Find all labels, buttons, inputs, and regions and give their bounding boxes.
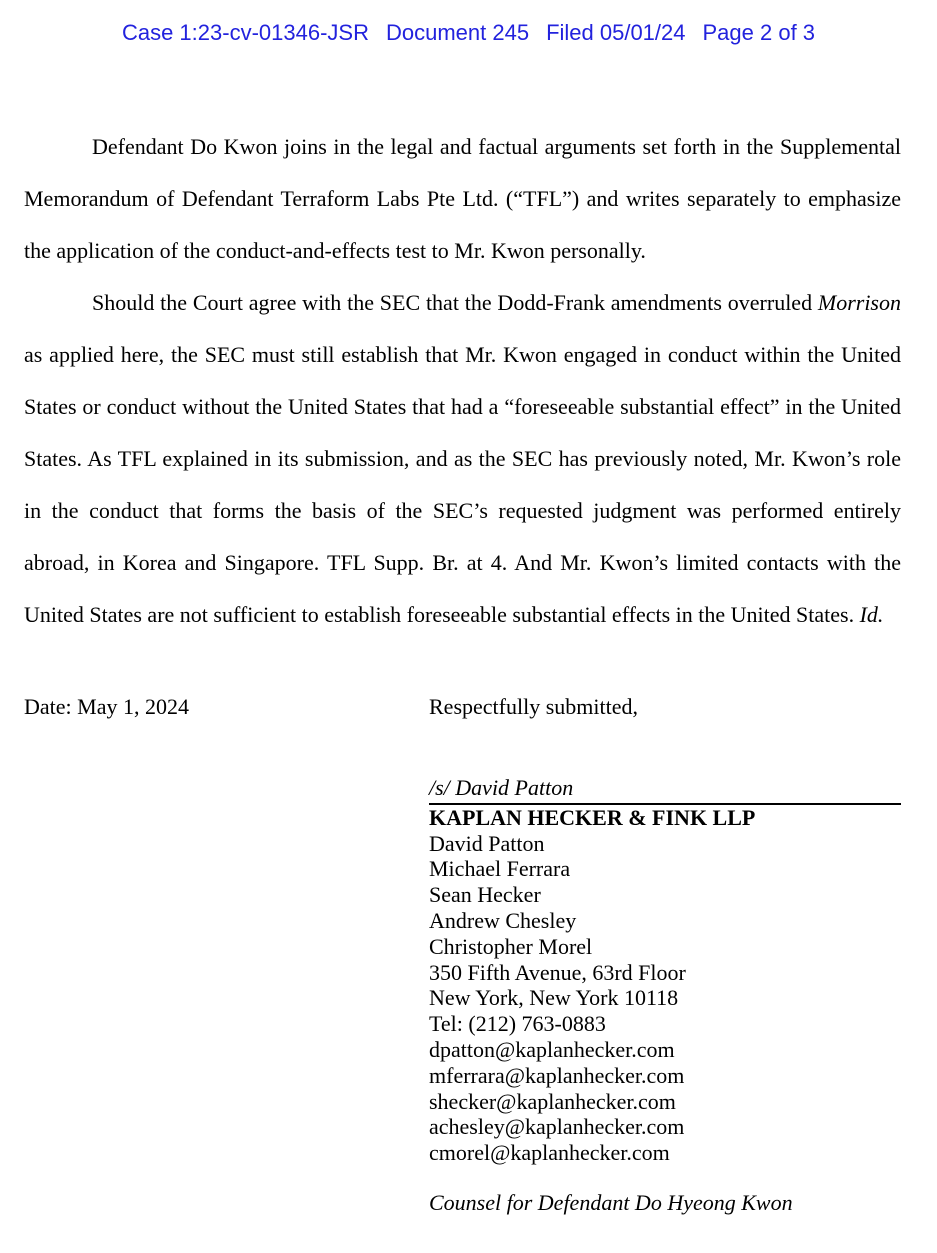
address-line: New York, New York 10118 bbox=[429, 985, 679, 1011]
salutation: Respectfully submitted, bbox=[429, 694, 638, 719]
signature-line: /s/ David Patton bbox=[429, 775, 901, 805]
header-document-number: Document 245 bbox=[385, 20, 530, 45]
phone-line: Tel: (212) 763-0883 bbox=[429, 1011, 606, 1037]
email-list bbox=[429, 1037, 901, 1166]
paragraph-1 bbox=[24, 121, 901, 277]
attorney-name: David Patton bbox=[429, 830, 545, 856]
body-text: Should the Court agree with the SEC that the Dodd-Frank amendments overruled bbox=[92, 290, 818, 315]
header-filed-date: Filed 05/01/24 bbox=[546, 20, 686, 45]
email-address: mferrara@kaplanhecker.com bbox=[429, 1062, 685, 1088]
body-text: Defendant Do Kwon joins in the legal and factual arguments set forth in the Supplemental Memorandum of Defendant Terraform Labs Pte Ltd. (“TFL”) and writes separately to emphasize the application of the conduct-and-effects test to Mr. Kwon personally. bbox=[24, 134, 901, 263]
signature-block bbox=[429, 775, 901, 1216]
attorney-name: Sean Hecker bbox=[429, 882, 541, 908]
header-page-number: Page 2 of 3 bbox=[702, 20, 816, 45]
address-line: 350 Fifth Avenue, 63rd Floor bbox=[429, 959, 686, 985]
counsel-note: Counsel for Defendant Do Hyeong Kwon bbox=[429, 1189, 793, 1215]
italic-text: Id. bbox=[859, 602, 884, 627]
body-text: as applied here, the SEC must still establish that Mr. Kwon engaged in conduct within the United States or conduct without the United States that had a “foreseeable substantial effect” in the United States. As TFL explained in its submission, and as the SEC has previously noted, Mr. Kwon’s role in the conduct that forms the basis of the SEC’s requested judgment was performed entirely abroad, in Korea and Singapore. TFL Supp. Br. at 4. And Mr. Kwon’s limited contacts with the United States are not sufficient to establish foreseeable substantial effects in the United States. bbox=[24, 342, 901, 627]
attorney-name: Andrew Chesley bbox=[429, 907, 577, 933]
page-header bbox=[0, 20, 937, 46]
attorney-name: Christopher Morel bbox=[429, 933, 593, 959]
italic-text: Morrison bbox=[817, 290, 901, 315]
date-line: Date: May 1, 2024 bbox=[24, 694, 189, 719]
attorney-list bbox=[429, 831, 901, 960]
document-body bbox=[24, 121, 901, 641]
email-address: cmorel@kaplanhecker.com bbox=[429, 1140, 670, 1166]
email-address: dpatton@kaplanhecker.com bbox=[429, 1036, 675, 1062]
address-lines bbox=[429, 960, 901, 1012]
email-address: shecker@kaplanhecker.com bbox=[429, 1088, 676, 1114]
header-case-number: Case 1:23-cv-01346-JSR bbox=[121, 20, 369, 45]
paragraph-2 bbox=[24, 277, 901, 641]
firm-name: KAPLAN HECKER & FINK LLP bbox=[429, 804, 756, 830]
email-address: achesley@kaplanhecker.com bbox=[429, 1114, 685, 1140]
attorney-name: Michael Ferrara bbox=[429, 856, 571, 882]
